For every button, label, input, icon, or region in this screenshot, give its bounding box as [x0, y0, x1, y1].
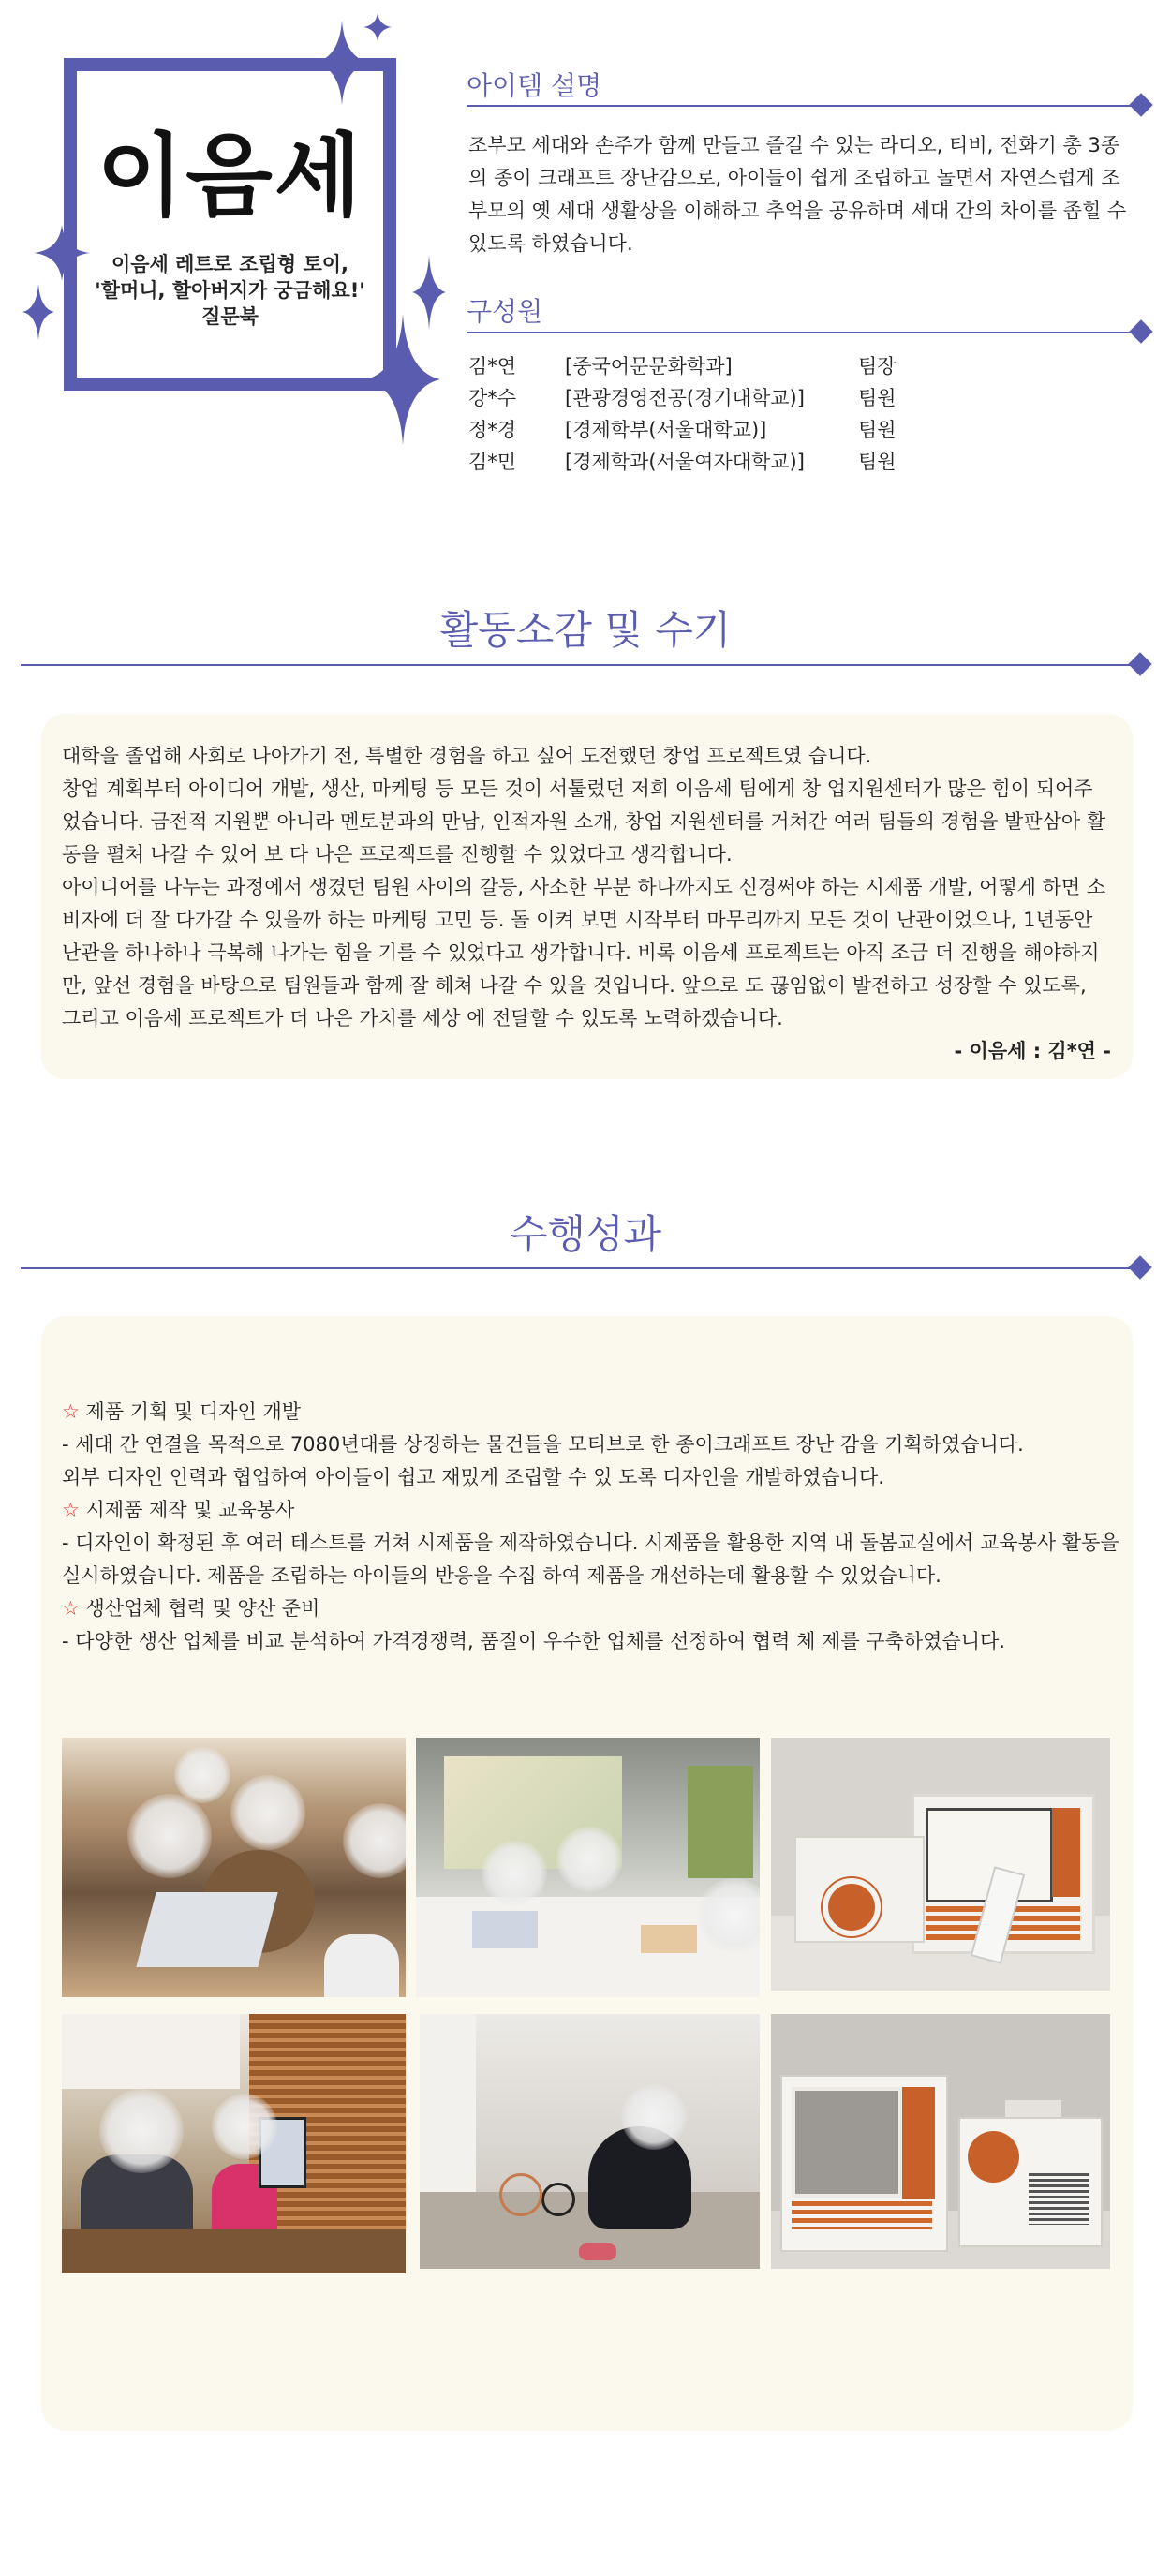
logo-subtitle-line: 이음세 레트로 조립형 토이, [111, 253, 349, 275]
performance-heading [62, 1592, 1120, 1625]
sparkle-icon [22, 284, 54, 340]
performance-line: - 다양한 생산 업체를 비교 분석하여 가격경쟁력, 품질이 우수한 업체를 선정하여 협력 체 제를 구축하였습니다. [62, 1630, 1005, 1652]
divider [21, 1267, 1140, 1269]
member-row [468, 446, 897, 478]
divider [467, 105, 1141, 107]
member-name: 김*연 [468, 355, 517, 378]
members-title: 구성원 [467, 296, 543, 327]
member-row [468, 350, 897, 382]
star-icon: ☆ [62, 1597, 80, 1620]
sparkle-icon [363, 13, 392, 41]
reflection-body [62, 740, 1111, 1068]
sparkle-icon [412, 255, 446, 330]
member-row [468, 382, 897, 414]
diamond-icon [1129, 319, 1152, 343]
performance-title: 수행성과 [509, 1211, 662, 1257]
logo-subtitle-line: '할머니, 할아버지가 궁금해요!' [95, 279, 365, 302]
member-role: 팀장 [858, 355, 897, 378]
sparkle-icon [365, 314, 440, 445]
reflection-signature: - 이음세 : 김*연 - [954, 1040, 1111, 1062]
reflection-paragraph: 대학을 졸업해 사회로 나아가기 전, 특별한 경험을 하고 싶어 도전했던 창업 프로젝트였 습니다. [62, 745, 872, 767]
performance-heading-text: 제품 기획 및 디자인 개발 [85, 1400, 302, 1423]
logo-subtitle-line: 질문북 [201, 305, 259, 328]
member-name: 김*민 [468, 451, 517, 473]
member-row [468, 414, 897, 446]
divider [467, 332, 1141, 333]
photo-radio-tv-toy [771, 2014, 1110, 2269]
member-name: 강*수 [468, 387, 517, 409]
photo-cafe-people [62, 2014, 406, 2273]
performance-heading [62, 1396, 1120, 1429]
performance-line: - 세대 간 연결을 목적으로 7080년대를 상징하는 물건들을 모티브로 한 종이크래프트 장난 감을 기획하였습니다. [62, 1433, 1024, 1456]
sparkle-icon [34, 225, 90, 281]
diamond-icon [1128, 652, 1151, 675]
performance-list [62, 1396, 1120, 1658]
reflection-title: 활동소감 및 수기 [439, 607, 732, 653]
member-dept: [경제학과(서울여자대학교)] [565, 451, 805, 473]
member-dept: [중국어문문화학과] [565, 355, 733, 378]
performance-heading-text: 시제품 제작 및 교육봉사 [85, 1499, 295, 1521]
member-role: 팀원 [858, 419, 897, 441]
reflection-paragraph: 아이디어를 나누는 과정에서 생겼던 팀원 사이의 갈등, 사소한 부분 하나까지도 신경써야 하는 시제품 개발, 어떻게 하면 소비자에 더 잘 다가갈 수 있을까 하는 마케팅 고민 등. 돌 이켜 보면 시작부터 마무리까지 모든 것이 난관이었으나, 1년동안 난관을 하나하나 극복해 나가는 힘을 기를 수 있었다고 생각합니다. 비록 이음세 프로젝트는 아직 조금 더 진행을 해야하지만, 앞선 경험을 바탕으로 팀원들과 함께 잘 헤쳐 나갈 수 있을 것입니다. 앞으로 도 끊임없이 발전하고 성장할 수 있도록, 그리고 이음세 프로젝트가 더 나은 가치를 세상 에 전달할 수 있도록 노력하겠습니다. [62, 876, 1106, 1029]
performance-line: - 디자인이 확정된 후 여러 테스트를 거쳐 시제품을 제작하였습니다. 시제품을 활용한 지역 내 돌봄교실에서 교육봉사 활동을 실시하였습니다. 제품을 조립하는 아이들의 반응을 수집 하여 제품을 개선하는데 활용할 수 있었습니다. [62, 1532, 1119, 1587]
photo-classroom [416, 1738, 760, 1997]
reflection-paragraph: 창업 계획부터 아이디어 개발, 생산, 마케팅 등 모든 것이 서툴렀던 저희 이음세 팀에게 창 업지원센터가 많은 힘이 되어주었습니다. 금전적 지원뿐 아니라 멘토분과의 만남, 인적자원 소개, 창업 지원센터를 거쳐간 여러 팀들의 경험을 발판삼아 활동을 펼쳐 나갈 수 있어 보 다 나은 프로젝트를 진행할 수 있었다고 생각합니다. [62, 777, 1106, 866]
diamond-icon [1129, 93, 1152, 116]
logo-title: 이음세 [96, 124, 363, 229]
star-icon: ☆ [62, 1499, 80, 1521]
performance-line: 외부 디자인 인력과 협업하여 아이들이 쉽고 재밌게 조립할 수 있 도록 디자인을 개발하였습니다. [62, 1466, 884, 1488]
photo-phone-tv-toy [771, 1738, 1110, 1991]
member-role: 팀원 [858, 451, 897, 473]
divider [21, 664, 1140, 666]
performance-heading [62, 1494, 1120, 1527]
member-dept: [관광경영전공(경기대학교)] [565, 387, 805, 409]
star-icon: ☆ [62, 1400, 80, 1423]
member-name: 정*경 [468, 419, 517, 441]
item-description-text: 조부모 세대와 손주가 함께 만들고 즐길 수 있는 라디오, 티비, 전화기 총 3종의 종이 크래프트 장난감으로, 아이들이 쉽게 조립하고 놀면서 자연스럽게 조부모의 옛 세대 생활상을 이해하고 추억을 공유하며 세대 간의 차이를 좁힐 수 있도록 하였습니다. [468, 134, 1127, 255]
logo-subtitle [82, 251, 378, 330]
performance-heading-text: 생산업체 협력 및 양산 준비 [85, 1597, 320, 1620]
sparkle-icon [314, 21, 370, 105]
member-dept: [경제학부(서울대학교)] [565, 419, 767, 441]
members-list [468, 350, 897, 478]
item-description-title: 아이템 설명 [467, 70, 602, 101]
photo-team-meeting [62, 1738, 406, 1997]
member-role: 팀원 [858, 387, 897, 409]
photo-filming-room [420, 2014, 760, 2269]
